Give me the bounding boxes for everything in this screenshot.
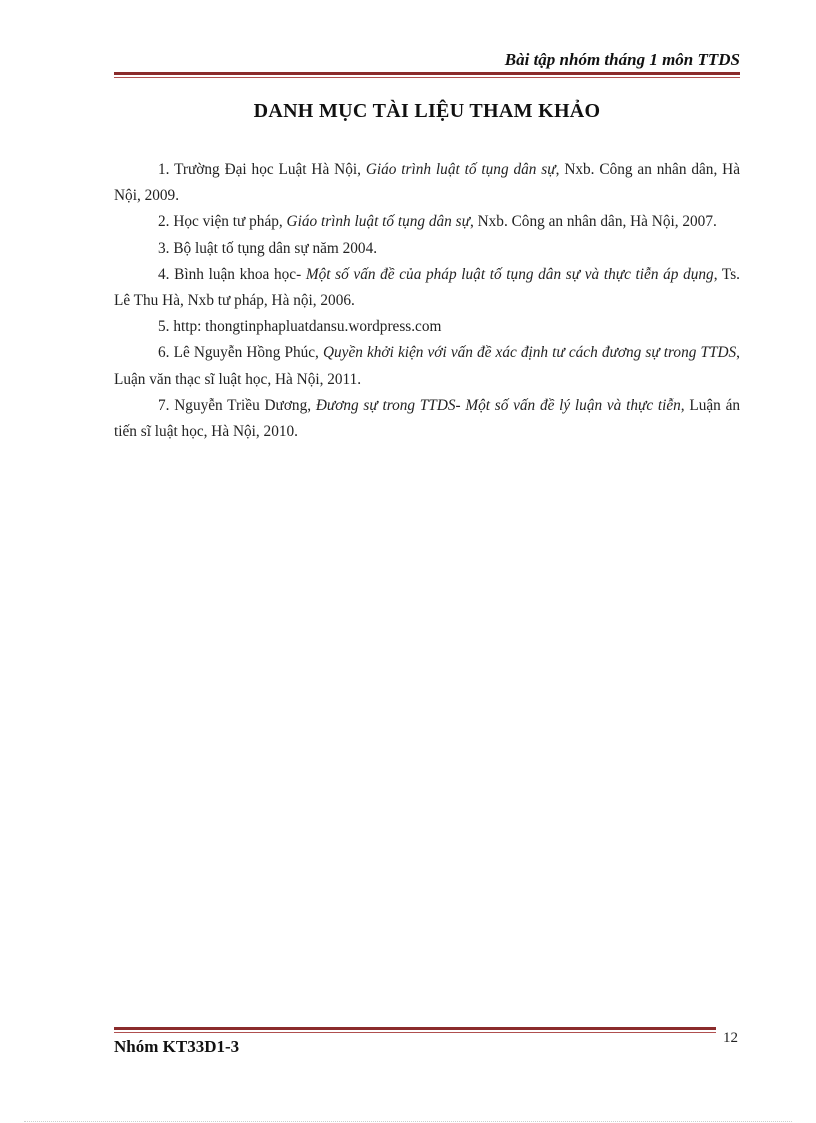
reference-details: , Nxb. Công an nhân dân, Hà Nội, 2007. bbox=[469, 213, 717, 231]
footer-group-label: Nhóm KT33D1-3 bbox=[114, 1037, 240, 1056]
reference-details: , Ts. Lê Thu Hà, Nxb tư pháp, Hà nội, 2006. bbox=[114, 265, 740, 310]
reference-text: Nguyễn Triều Dương, bbox=[174, 396, 316, 414]
reference-text: Bộ luật tố tụng dân sự năm 2004. bbox=[173, 239, 378, 257]
page-bottom-border bbox=[24, 1121, 792, 1122]
reference-details: , Nxb. Công an nhân dân, Hà Nội, 2009. bbox=[114, 161, 740, 205]
header-title: Bài tập nhóm tháng 1 môn TTDS bbox=[504, 50, 740, 69]
reference-number: 7. bbox=[158, 396, 170, 414]
page-number: 12 bbox=[723, 1030, 738, 1046]
reference-number: 6. bbox=[158, 344, 170, 362]
header-rule-thick bbox=[114, 72, 740, 75]
reference-title: Giáo trình luật tố tụng dân sự bbox=[365, 161, 556, 178]
reference-item bbox=[114, 236, 740, 262]
reference-text: Trường Đại học Luật Hà Nội, bbox=[174, 161, 366, 178]
reference-item bbox=[114, 262, 740, 314]
reference-text: Học viện tư pháp, bbox=[173, 213, 287, 231]
reference-item bbox=[114, 340, 740, 392]
footer-rule-thin bbox=[114, 1032, 716, 1033]
reference-item bbox=[114, 314, 740, 340]
reference-item bbox=[114, 209, 740, 235]
reference-title: Đương sự trong TTDS- Một số vấn đề lý luận và thực tiễn, bbox=[315, 396, 685, 414]
reference-list bbox=[114, 157, 740, 445]
reference-details: Luận án tiến sĩ luật học, Hà Nội, 2010. bbox=[114, 396, 741, 441]
reference-number: 2. bbox=[158, 213, 170, 231]
header-rule-thin bbox=[114, 77, 740, 78]
reference-title: Quyền khởi kiện với vấn đề xác định tư cách đương sự trong TTDS bbox=[322, 344, 737, 362]
reference-item bbox=[114, 157, 740, 209]
reference-item bbox=[114, 393, 740, 445]
reference-number: 1. bbox=[158, 161, 170, 178]
reference-details: , Luận văn thạc sĩ luật học, Hà Nội, 2011. bbox=[114, 344, 740, 388]
reference-text: Bình luận khoa học- bbox=[174, 265, 306, 283]
reference-number: 5. bbox=[158, 318, 170, 336]
footer-rule-thick bbox=[114, 1027, 716, 1030]
reference-number: 4. bbox=[158, 265, 170, 283]
reference-number: 3. bbox=[158, 239, 170, 257]
reference-link: http: thongtinphapluatdansu.wordpress.com bbox=[173, 318, 442, 336]
reference-text: Lê Nguyễn Hồng Phúc, bbox=[173, 344, 323, 362]
reference-title: Giáo trình luật tố tụng dân sự bbox=[286, 213, 470, 231]
page-title: DANH MỤC TÀI LIỆU THAM KHẢO bbox=[253, 100, 601, 122]
reference-title: Một số vấn đề của pháp luật tố tụng dân sự và thực tiễn áp dụng bbox=[305, 265, 714, 283]
